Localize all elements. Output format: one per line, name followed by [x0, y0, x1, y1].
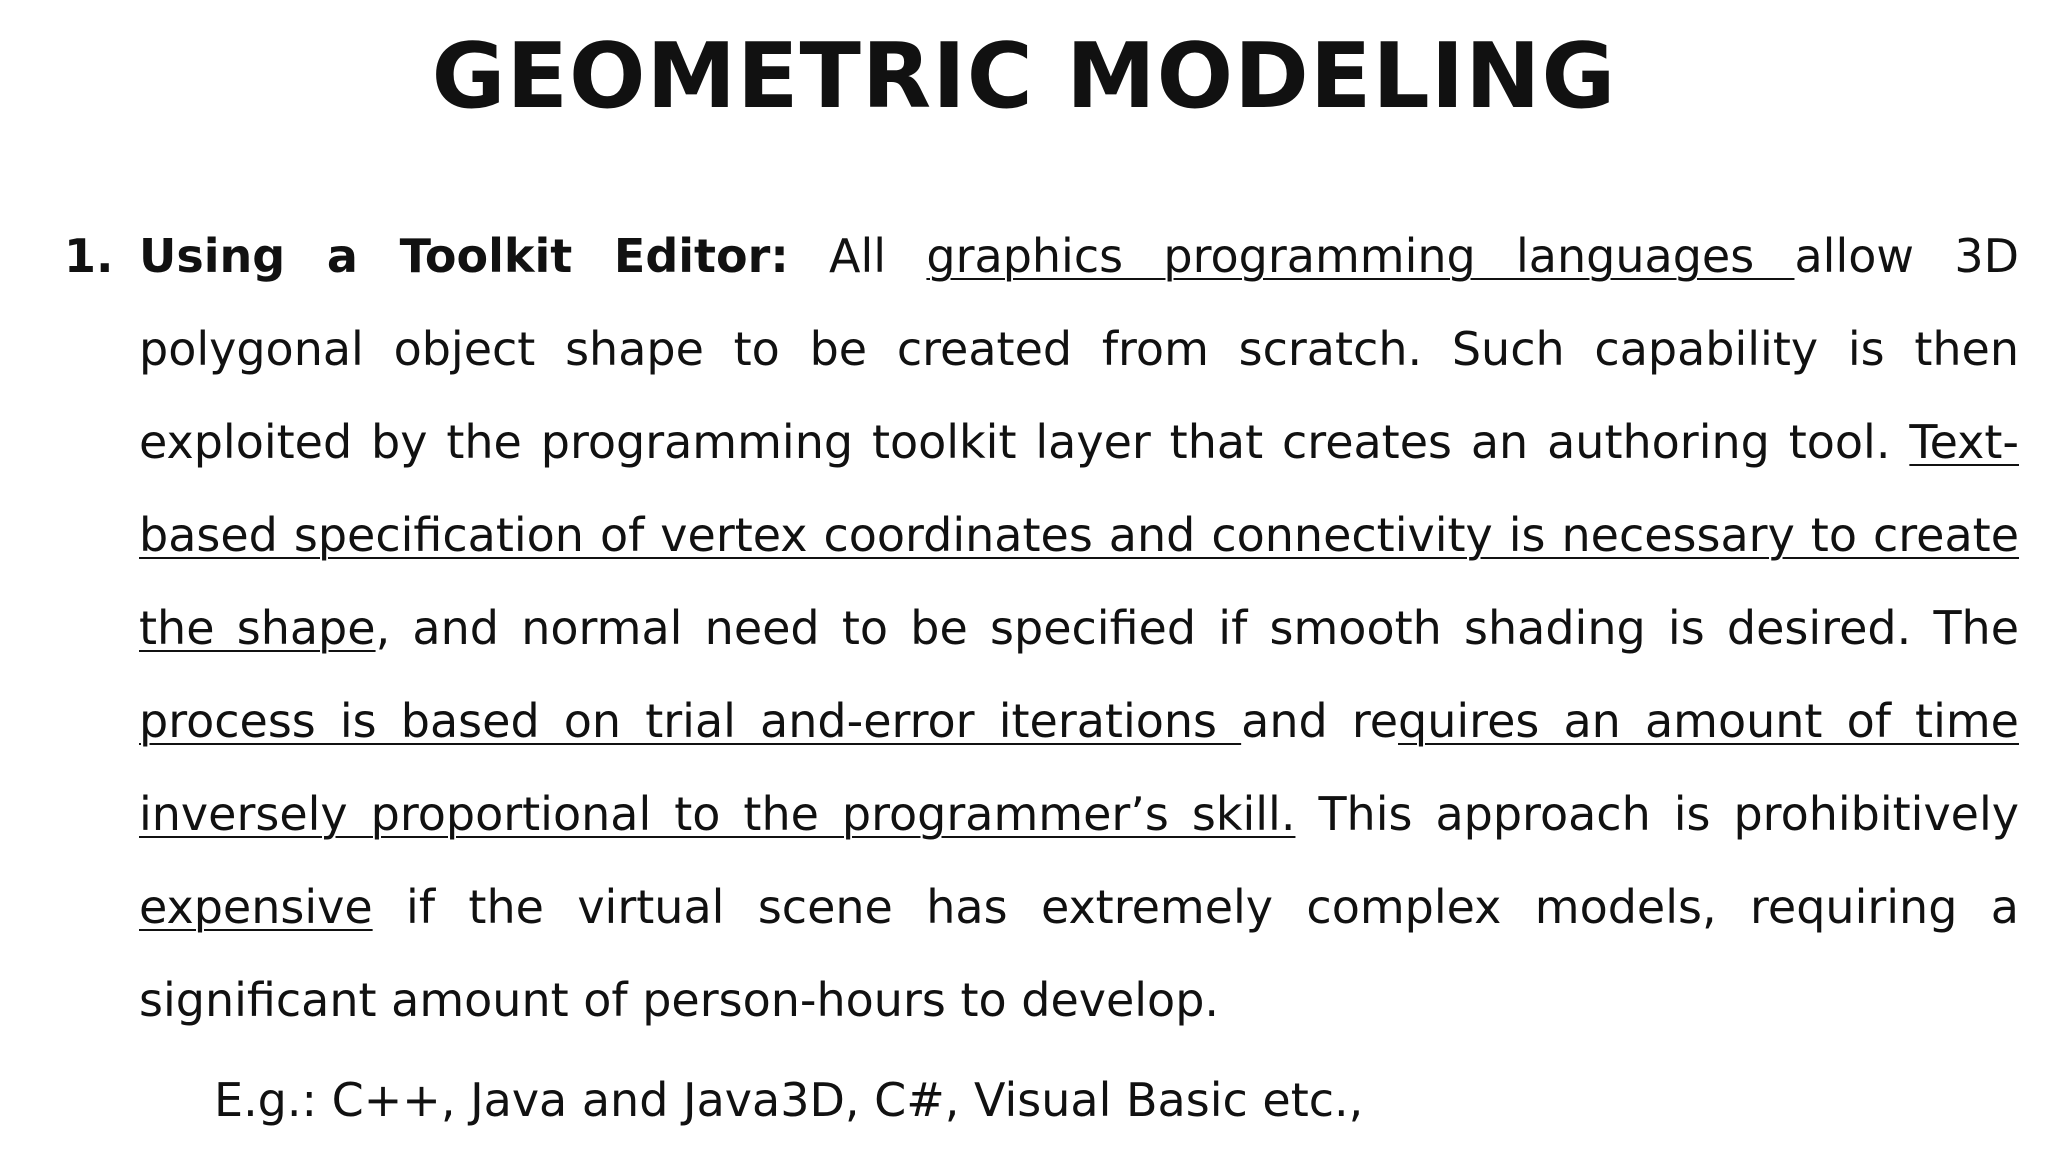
paragraph-segment: and re: [1241, 694, 1399, 748]
list-item-number: 1.: [64, 229, 114, 283]
paragraph-segment: This approach is prohibitively: [1295, 787, 2019, 841]
example-line: E.g.: C++, Java and Java3D, C#, Visual Basic etc.,: [214, 1073, 1364, 1127]
list-item-paragraph: [139, 210, 2019, 1047]
paragraph-segment-underlined: process is based on trial and-error iterations: [139, 694, 1242, 748]
slide-title: GEOMETRIC MODELING: [431, 24, 1617, 129]
paragraph-segment-underlined: graphics programming languages: [926, 229, 1795, 283]
paragraph-segment-underlined: Text-based specification of vertex coordinates and connectivity is necessary to create the shape: [139, 415, 2019, 655]
paragraph-segment: allow 3D polygonal object shape to be created from scratch. Such capability is then exploited by the programming toolkit layer that creates an authoring tool.: [139, 229, 2020, 469]
paragraph-segment-underlined: quires an amount of time inversely proportional to the programmer’s skill.: [139, 694, 2019, 841]
paragraph-segment: if the virtual scene has extremely complex models, requiring a significant amount of person-hours to develop.: [139, 880, 2019, 1027]
list-item-lead: Using a Toolkit Editor:: [139, 229, 789, 283]
paragraph-segment: All: [788, 229, 927, 283]
paragraph-segment-underlined: expensive: [139, 880, 373, 934]
paragraph-segment: , and normal need to be specified if smooth shading is desired. The: [375, 601, 2019, 655]
